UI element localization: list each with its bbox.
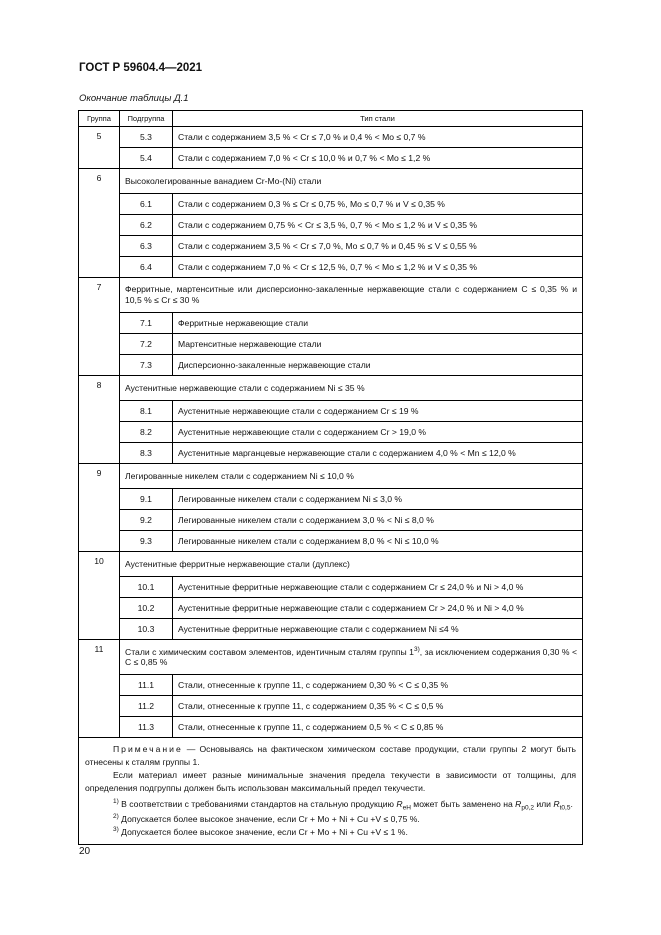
- subgroup-number: 6.1: [120, 194, 173, 215]
- group-number: 9: [79, 464, 120, 552]
- table-header-row: [79, 111, 583, 127]
- group-description: Аустенитные нержавеющие стали с содержанием Ni ≤ 35 %: [120, 376, 583, 401]
- subgroup-row: [79, 510, 583, 531]
- page-number: 20: [79, 846, 91, 857]
- column-header-type: Тип стали: [173, 111, 583, 127]
- group-row: [79, 376, 583, 401]
- footnote-1-text-a: В соответствии с требованиями стандартов на стальную продукцию: [118, 798, 397, 809]
- subgroup-row: [79, 489, 583, 510]
- subgroup-description: Аустенитные ферритные нержавеющие стали с содержанием Ni ≤4 %: [173, 619, 583, 640]
- group-row: [79, 169, 583, 194]
- group-11-text-a: Стали с химическим составом элементов, идентичным сталям группы 1: [125, 646, 414, 657]
- subgroup-row: [79, 215, 583, 236]
- subgroup-row: [79, 257, 583, 278]
- subgroup-description: Аустенитные нержавеющие стали с содержанием Cr ≤ 19 %: [173, 401, 583, 422]
- subgroup-row: [79, 334, 583, 355]
- subgroup-description: Стали с содержанием 3,5 % < Cr ≤ 7,0 %, Mo ≤ 0,7 % и 0,45 % ≤ V ≤ 0,55 %: [173, 236, 583, 257]
- subgroup-number: 6.3: [120, 236, 173, 257]
- table-caption: Окончание таблицы Д.1: [79, 93, 189, 104]
- footnote-2-mark: 2): [113, 813, 119, 821]
- footnote-1-text-b: может быть заменено на: [410, 798, 516, 809]
- subgroup-description: Стали с содержанием 3,5 % < Cr ≤ 7,0 % и 0,4 % < Mo ≤ 0,7 %: [173, 127, 583, 148]
- subgroup-row: [79, 148, 583, 169]
- table-body: [79, 127, 583, 738]
- table-note: [79, 738, 583, 845]
- group-row: [79, 552, 583, 577]
- steel-groups-table: [78, 110, 583, 845]
- subgroup-number: 6.2: [120, 215, 173, 236]
- subgroup-number: 5.4: [120, 148, 173, 169]
- group-number: 7: [79, 278, 120, 376]
- subgroup-description: Стали с содержанием 0,3 % ≤ Cr ≤ 0,75 %, Mo ≤ 0,7 % и V ≤ 0,35 %: [173, 194, 583, 215]
- subgroup-number: 10.2: [120, 598, 173, 619]
- subgroup-row: [79, 675, 583, 696]
- footnote-1-text-c: или: [533, 798, 554, 809]
- subgroup-row: [79, 531, 583, 552]
- subgroup-number: 9.2: [120, 510, 173, 531]
- subgroup-description: Стали с содержанием 7,0 % < Cr ≤ 10,0 % и 0,7 % < Mo ≤ 1,2 %: [173, 148, 583, 169]
- subgroup-number: 6.4: [120, 257, 173, 278]
- subgroup-description: Стали, отнесенные к группе 11, с содержанием 0,30 % < C ≤ 0,35 %: [173, 675, 583, 696]
- subgroup-description: Легированные никелем стали с содержанием 8,0 % < Ni ≤ 10,0 %: [173, 531, 583, 552]
- footnote-3-text: Допускается более высокое значение, если Cr + Mo + Ni + Cu +V ≤ 1 %.: [118, 826, 408, 837]
- column-header-subgroup: Подгруппа: [120, 111, 173, 127]
- subgroup-row: [79, 236, 583, 257]
- table-note-row: [79, 738, 583, 845]
- subgroup-description: Аустенитные марганцевые нержавеющие стали с содержанием 4,0 % < Mn ≤ 12,0 %: [173, 443, 583, 464]
- column-header-group: Группа: [79, 111, 120, 127]
- subgroup-row: [79, 127, 583, 148]
- group-description: Ферритные, мартенситные или дисперсионно-закаленные нержавеющие стали с содержанием C ≤ 0,35 % и 10,5 % ≤ Cr ≤ 30 %: [120, 278, 583, 313]
- subgroup-row: [79, 355, 583, 376]
- footnote-2: [85, 812, 576, 825]
- footnote-2-text: Допускается более высокое значение, если Cr + Mo + Ni + Cu +V ≤ 0,75 %.: [118, 814, 420, 825]
- subgroup-number: 11.3: [120, 717, 173, 738]
- subgroup-number: 11.2: [120, 696, 173, 717]
- subgroup-number: 9.1: [120, 489, 173, 510]
- subgroup-number: 7.3: [120, 355, 173, 376]
- subgroup-number: 8.3: [120, 443, 173, 464]
- subgroup-description: Дисперсионно-закаленные нержавеющие стали: [173, 355, 583, 376]
- subgroup-description: Легированные никелем стали с содержанием Ni ≤ 3,0 %: [173, 489, 583, 510]
- subgroup-description: Мартенситные нержавеющие стали: [173, 334, 583, 355]
- subgroup-row: [79, 717, 583, 738]
- footnote-1-symbol-r: R: [396, 798, 403, 809]
- group-number: 10: [79, 552, 120, 640]
- subgroup-description: Стали с содержанием 7,0 % < Cr ≤ 12,5 %, 0,7 % < Mo ≤ 1,2 % и V ≤ 0,35 %: [173, 257, 583, 278]
- subgroup-row: [79, 443, 583, 464]
- footnote-1-symbol-r3: R: [553, 798, 560, 809]
- document-header: ГОСТ Р 59604.4—2021: [79, 62, 203, 74]
- subgroup-description: Стали, отнесенные к группе 11, с содержанием 0,5 % < C ≤ 0,85 %: [173, 717, 583, 738]
- footnote-3-mark: 3): [113, 826, 119, 834]
- subgroup-number: 5.3: [120, 127, 173, 148]
- subgroup-number: 8.2: [120, 422, 173, 443]
- footnote-3: [85, 825, 576, 838]
- group-11-text-b: , за исключением содержания 0,30 % < C ≤ 0,85 %: [125, 646, 577, 668]
- group-number: 11: [79, 640, 120, 738]
- subgroup-description: Стали, отнесенные к группе 11, с содержанием 0,35 % < C ≤ 0,5 %: [173, 696, 583, 717]
- group-row: [79, 640, 583, 675]
- group-description: Высоколегированные ванадием Cr-Mo-(Ni) стали: [120, 169, 583, 194]
- subgroup-number: 11.1: [120, 675, 173, 696]
- subgroup-number: 7.2: [120, 334, 173, 355]
- note-label: Примечание: [113, 744, 183, 754]
- footnote-1-mark: 1): [113, 797, 119, 805]
- subgroup-row: [79, 619, 583, 640]
- subgroup-number: 8.1: [120, 401, 173, 422]
- footnote-1-text-d: .: [570, 798, 573, 809]
- footnote-1-sub-reh: eH: [402, 804, 411, 812]
- group-description: Аустенитные ферритные нержавеющие стали (дуплекс): [120, 552, 583, 577]
- group-number: 8: [79, 376, 120, 464]
- footnote-1-symbol-r2: R: [515, 798, 522, 809]
- footnote-1: [85, 797, 576, 813]
- group-description: Легированные никелем стали с содержанием Ni ≤ 10,0 %: [120, 464, 583, 489]
- subgroup-row: [79, 598, 583, 619]
- subgroup-row: [79, 577, 583, 598]
- footnote-ref-3: 3): [413, 645, 420, 653]
- subgroup-description: Аустенитные ферритные нержавеющие стали с содержанием Cr > 24,0 % и Ni > 4,0 %: [173, 598, 583, 619]
- group-number: 6: [79, 169, 120, 278]
- subgroup-description: Стали с содержанием 0,75 % < Cr ≤ 3,5 %, 0,7 % < Mo ≤ 1,2 % и V ≤ 0,35 %: [173, 215, 583, 236]
- subgroup-number: 9.3: [120, 531, 173, 552]
- group-row: [79, 464, 583, 489]
- subgroup-row: [79, 696, 583, 717]
- subgroup-row: [79, 194, 583, 215]
- subgroup-description: Аустенитные нержавеющие стали с содержанием Cr > 19,0 %: [173, 422, 583, 443]
- subgroup-number: 10.3: [120, 619, 173, 640]
- subgroup-row: [79, 422, 583, 443]
- subgroup-description: Аустенитные ферритные нержавеющие стали с содержанием Cr ≤ 24,0 % и Ni > 4,0 %: [173, 577, 583, 598]
- group-number: 5: [79, 127, 120, 169]
- footnote-1-sub-rt: t0,5: [559, 804, 571, 812]
- group-description: [120, 640, 583, 675]
- footnote-1-sub-rp: p0,2: [521, 804, 534, 812]
- note-paragraph-1: [85, 743, 576, 769]
- subgroup-row: [79, 313, 583, 334]
- subgroup-description: Легированные никелем стали с содержанием 3,0 % < Ni ≤ 8,0 %: [173, 510, 583, 531]
- group-row: [79, 278, 583, 313]
- note-text-1: — Основываясь на фактическом химическом составе продукции, стали группы 2 могут быть отнесены к сталям группы 1.: [85, 744, 576, 767]
- subgroup-description: Ферритные нержавеющие стали: [173, 313, 583, 334]
- note-paragraph-2: Если материал имеет разные минимальные значения предела текучести в зависимости от толщины, для определения подгруппы должен быть использован максимальный предел текучести.: [85, 769, 576, 793]
- subgroup-number: 10.1: [120, 577, 173, 598]
- subgroup-row: [79, 401, 583, 422]
- subgroup-number: 7.1: [120, 313, 173, 334]
